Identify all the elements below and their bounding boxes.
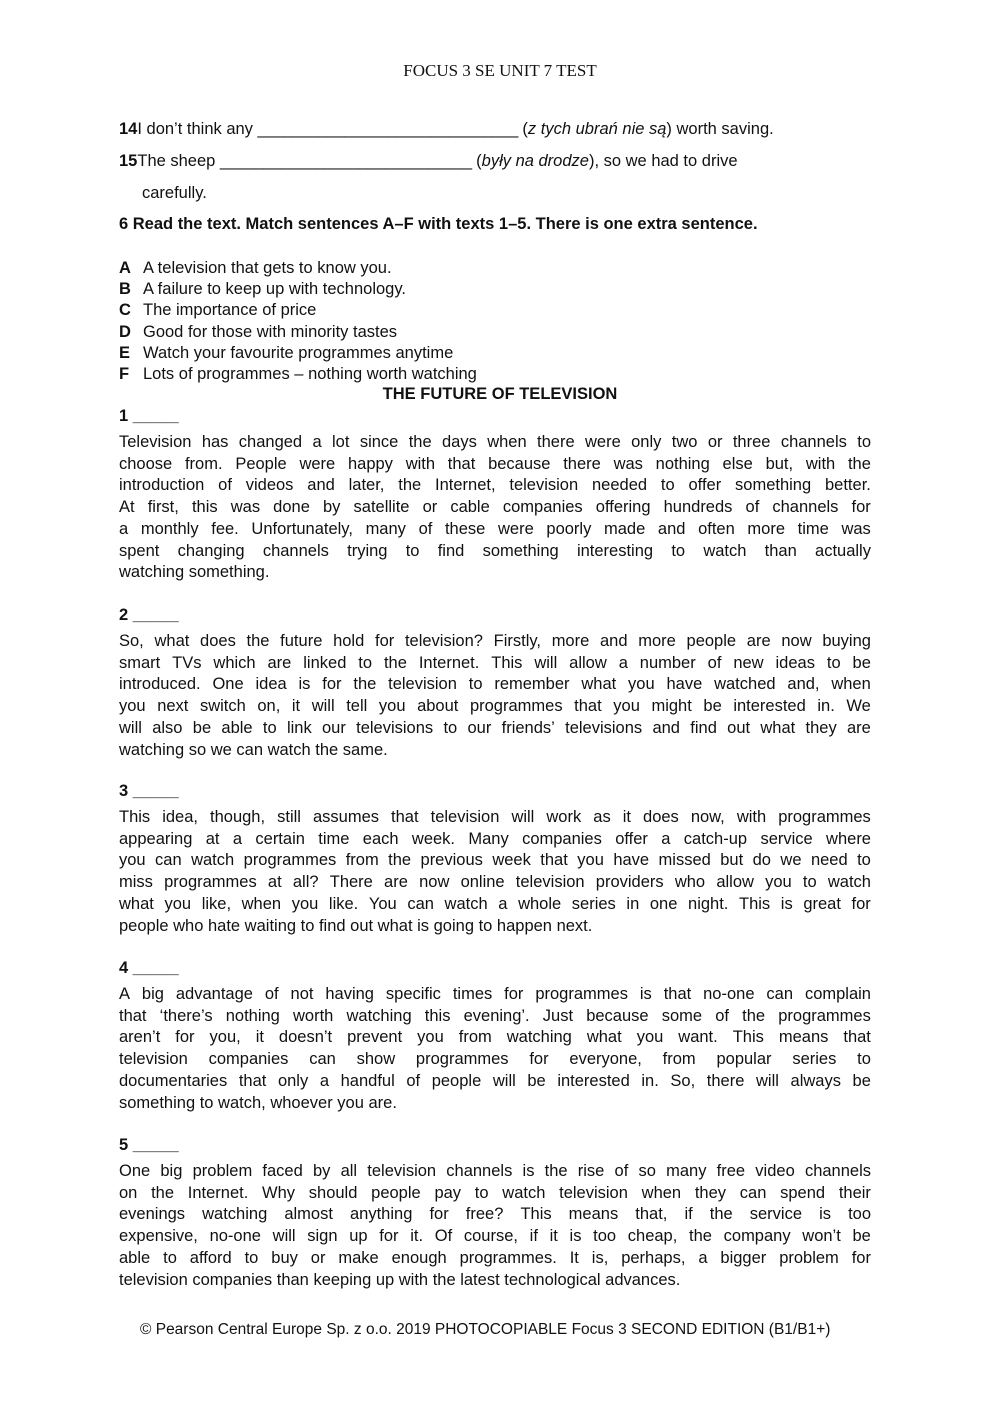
paragraph-line: you can watch programmes from the previous week that you have missed but do we need to: [119, 851, 871, 870]
option-letter: E: [119, 343, 131, 362]
question-text: The sheep: [137, 152, 220, 170]
option-b: [119, 279, 477, 300]
paragraph-line: television companies than keeping up with the latest technological advances.: [119, 1270, 681, 1289]
option-text: Good for those with minority tastes: [143, 322, 398, 341]
paragraph-line: smart TVs which are linked to the Internet. This will allow a number of new ideas to be: [119, 653, 871, 672]
option-text: Watch your favourite programmes anytime: [143, 343, 454, 362]
paragraph-line: watching something.: [119, 563, 270, 582]
paragraph-label[interactable]: 5 _____: [119, 1136, 179, 1154]
paragraph-line: on the Internet. Why should people pay to watch television when they can spend their: [119, 1183, 871, 1202]
option-text: The importance of price: [143, 301, 317, 320]
paragraph-line: appearing at a certain time each week. Many companies offer a catch-up service where: [119, 829, 871, 848]
option-letter: D: [119, 322, 131, 341]
option-a: [119, 258, 477, 279]
footer-copyright: © Pearson Central Europe Sp. z o.o. 2019 PHOTOCOPIABLE Focus 3 SECOND EDITION (B1/B1+): [140, 1321, 831, 1338]
question-15-continuation: carefully.: [142, 184, 207, 202]
option-letter: B: [119, 280, 131, 299]
paragraph-line: television companies can show programmes for everyone, from popular series to: [119, 1050, 871, 1069]
option-text: Lots of programmes – nothing worth watching: [143, 365, 477, 384]
question-number: 15: [119, 152, 138, 170]
task-instruction: 6 Read the text. Match sentences A–F with texts 1–5. There is one extra sentence.: [119, 215, 758, 233]
paragraph-line: people who hate waiting to find out what is going to happen next.: [119, 916, 593, 935]
question-text-end: ), so we had to drive: [588, 152, 738, 170]
paragraph-line: At first, this was done by satellite or cable companies offering hundreds of channels for: [119, 498, 871, 517]
option-c: [119, 300, 477, 321]
paragraph-line: a monthly fee. Unfortunately, many of these were poorly made and often more time was: [119, 519, 871, 538]
paragraph-2: [119, 605, 871, 761]
paragraph-line: One big problem faced by all television channels is the rise of so many free video channels: [119, 1162, 871, 1180]
paragraph-line: This idea, though, still assumes that television will work as it does now, with programmes: [119, 808, 871, 826]
paragraph-label[interactable]: 4 _____: [119, 959, 179, 977]
option-text: A failure to keep up with technology.: [143, 280, 406, 299]
paragraph-line: introduction of videos and later, the Internet, television needed to offer something better.: [119, 476, 871, 495]
option-text: A television that gets to know you.: [143, 259, 392, 277]
question-number: 14: [119, 120, 138, 138]
question-text: I don’t think any: [137, 120, 258, 138]
paragraph-4: [119, 958, 871, 1114]
paragraph-line: miss programmes at all? There are now online television providers who allow you to watch: [119, 873, 871, 892]
paragraph-3: [119, 781, 871, 937]
option-letter: F: [119, 365, 130, 384]
hint: były na drodze: [481, 152, 589, 170]
paragraph-line: introduced. One idea is for the television to remember what you have watched and, when: [119, 675, 871, 694]
paragraph-5: [119, 1135, 871, 1291]
paragraph-line: spent changing channels trying to find something interesting to watch than actually: [119, 541, 871, 560]
paragraph-line: that ‘there’s nothing worth watching this evening’. Just because some of the programmes: [119, 1006, 871, 1025]
question-15: 15The sheep _____________________________ (były na drodze), so we had to drive: [119, 152, 738, 170]
paragraph-line: So, what does the future hold for television? Firstly, more and more people are now buying: [119, 632, 871, 650]
page-title: FOCUS 3 SE UNIT 7 TEST: [403, 61, 597, 80]
passage-title: THE FUTURE OF TELEVISION: [382, 385, 618, 403]
paragraph-line: watching so we can watch the same.: [119, 740, 388, 759]
paragraph-1: [119, 406, 871, 584]
option-d: [119, 322, 477, 343]
paragraph-line: what you like, when you like. You can watch a whole series in one night. This is great for: [119, 894, 871, 913]
option-letter: C: [119, 301, 131, 320]
hint: z tych ubrań nie są: [527, 120, 667, 138]
answer-blank[interactable]: ______________________________: [257, 120, 518, 138]
paragraph-label[interactable]: 2 _____: [119, 606, 179, 624]
option-f: [119, 364, 477, 385]
paragraph-line: Television has changed a lot since the days when there were only two or three channels to: [119, 433, 871, 451]
paragraph-line: able to afford to buy or make enough programmes. It is, perhaps, a bigger problem for: [119, 1248, 871, 1267]
paragraph-line: choose from. People were happy with that because there was nothing else but, with the: [119, 454, 871, 473]
paragraph-line: you next switch on, it will tell you about programmes that you might be interested in. We: [119, 697, 871, 716]
paragraph-line: A big advantage of not having specific times for programmes is that no-one can complain: [119, 985, 871, 1003]
question-text-end: ) worth saving.: [666, 120, 774, 138]
paragraph-line: aren’t for you, it doesn’t prevent you from watching what you want. This means that: [119, 1028, 871, 1047]
paragraph-line: something to watch, whoever you are.: [119, 1093, 397, 1112]
paragraph-label[interactable]: 3 _____: [119, 782, 179, 800]
paragraph-line: documentaries that only a handful of people will be interested in. So, there will always be: [119, 1071, 871, 1090]
paragraph-line: evenings watching almost anything for free? This means that, if the service is too: [119, 1205, 871, 1224]
question-14: 14I don’t think any ______________________________ (z tych ubrań nie są) worth saving.: [119, 120, 774, 138]
paragraph-line: expensive, no-one will sign up for it. Of course, if it is too cheap, the company won’t be: [119, 1227, 871, 1246]
paragraph-line: will also be able to link our televisions to our friends’ televisions and find out what they are: [119, 718, 871, 737]
options-list: [119, 258, 477, 385]
option-letter: A: [119, 259, 131, 277]
answer-blank[interactable]: _____________________________: [219, 152, 472, 170]
paragraph-label[interactable]: 1 _____: [119, 407, 179, 425]
option-e: [119, 343, 477, 364]
